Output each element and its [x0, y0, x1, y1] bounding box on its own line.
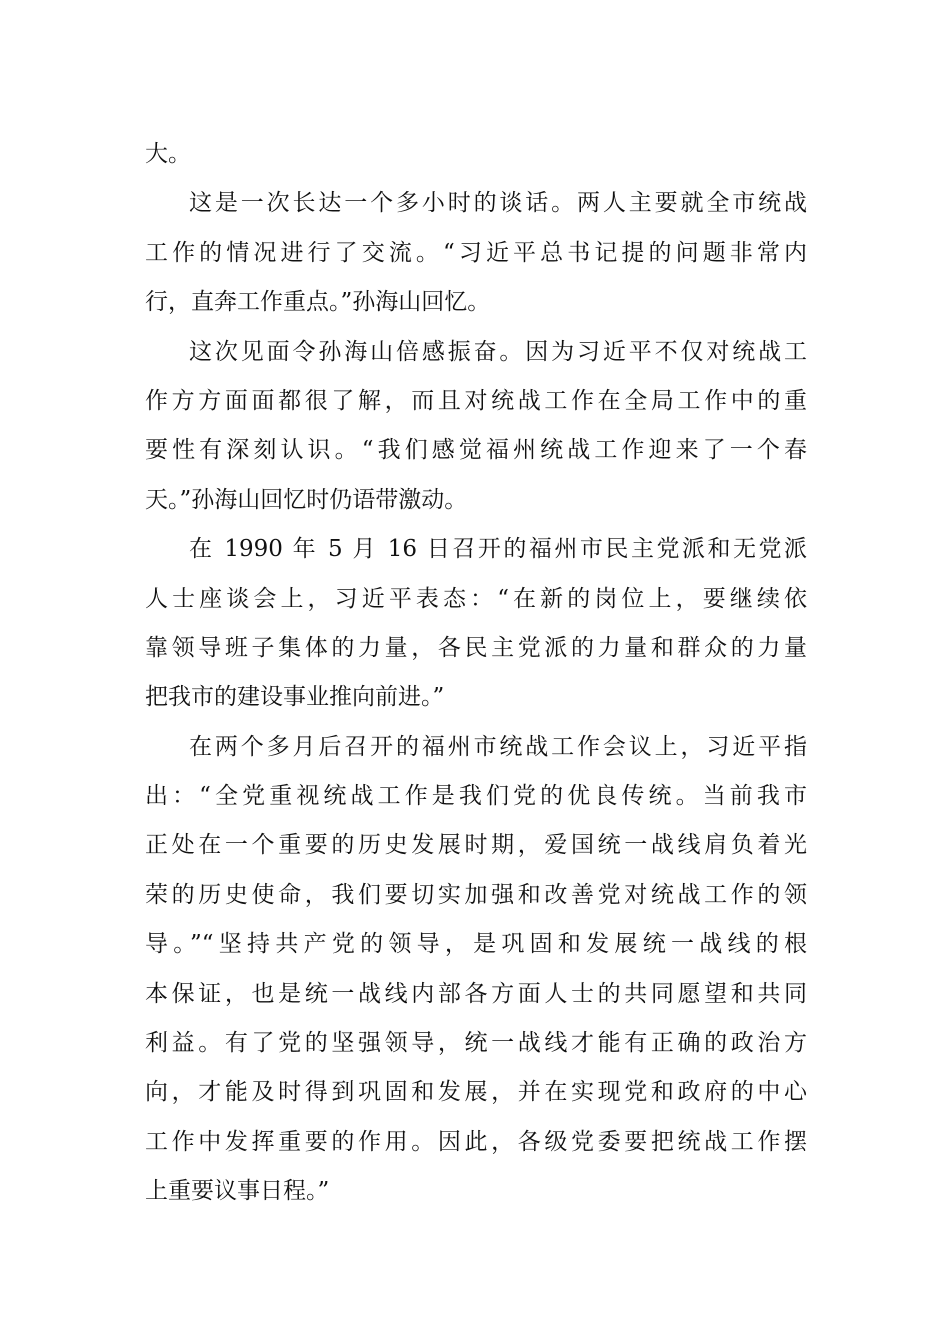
text-line: 导。”“坚持共产党的领导，是巩固和发展统一战线的根 — [145, 931, 807, 958]
text-line: 要性有深刻认识。“我们感觉福州统战工作迎来了一个春 — [145, 437, 807, 464]
document-body — [145, 130, 807, 1217]
paragraph-2 — [145, 179, 807, 327]
paragraph-3 — [145, 328, 807, 526]
text-line: 靠领导班子集体的力量，各民主党派的力量和群众的力量 — [145, 634, 807, 661]
text-line: 工作中发挥重要的作用。因此，各级党委要把统战工作摆 — [145, 1128, 807, 1155]
text-line: 上重要议事日程。” — [145, 1178, 330, 1205]
text-line: 本保证，也是统一战线内部各方面人士的共同愿望和共同 — [145, 980, 807, 1007]
paragraph-1 — [145, 130, 807, 179]
text-line: 出：“全党重视统战工作是我们党的优良传统。当前我市 — [145, 783, 807, 810]
text-line: 大。 — [145, 141, 191, 167]
text-line: 向，才能及时得到巩固和发展，并在实现党和政府的中心 — [145, 1079, 807, 1106]
text-line: 把我市的建设事业推向前进。” — [145, 684, 445, 711]
text-line: 人士座谈会上，习近平表态：“在新的岗位上，要继续依 — [145, 585, 807, 612]
text-line: 工作的情况进行了交流。“习近平总书记提的问题非常内 — [145, 239, 807, 266]
text-line: 利益。有了党的坚强领导，统一战线才能有正确的政治方 — [145, 1030, 807, 1057]
text-line: 正处在一个重要的历史发展时期，爱国统一战线肩负着光 — [145, 832, 807, 859]
text-line: 荣的历史使命，我们要切实加强和改善党对统战工作的领 — [145, 881, 807, 908]
text-line: 这次见面令孙海山倍感振奋。因为习近平不仅对统战工 — [189, 338, 807, 365]
text-line: 这是一次长达一个多小时的谈话。两人主要就全市统战 — [189, 190, 807, 217]
text-line: 在两个多月后召开的福州市统战工作会议上，习近平指 — [189, 733, 807, 760]
text-line: 作方方面面都很了解，而且对统战工作在全局工作中的重 — [145, 387, 807, 414]
text-line: 行，直奔工作重点。”孙海山回忆。 — [145, 289, 491, 316]
paragraph-5 — [145, 723, 807, 1217]
text-line: 在 1990 年 5 月 16 日召开的福州市民主党派和无党派 — [189, 536, 807, 563]
text-line: 天。”孙海山回忆时仍语带激动。 — [145, 486, 468, 513]
paragraph-4 — [145, 525, 807, 723]
